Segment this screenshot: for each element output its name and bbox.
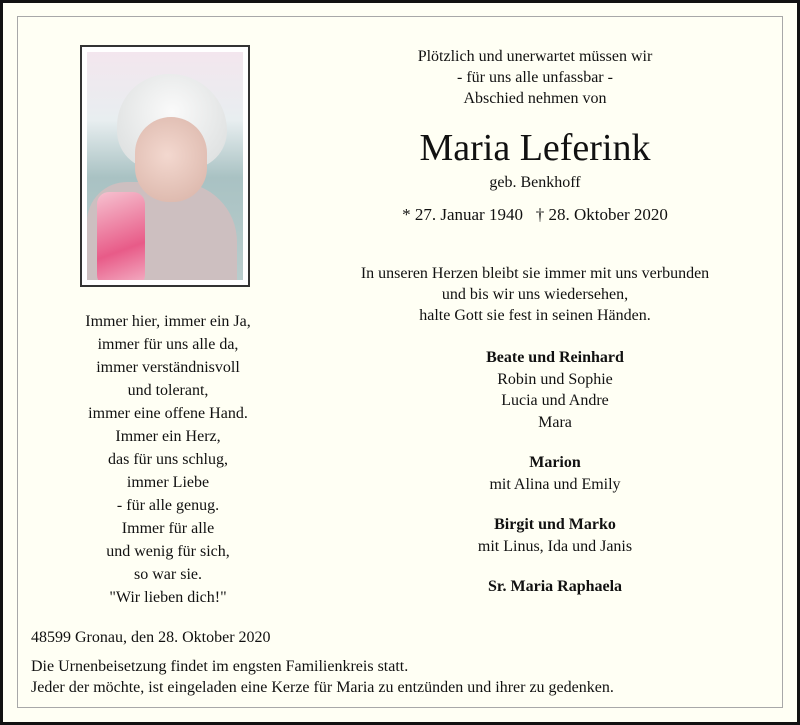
footer-line: Jeder der möchte, ist eingeladen eine Kerze für Maria zu entzünden und ihrer zu gedenken.: [31, 679, 614, 696]
portrait-photo: [80, 45, 250, 287]
family-group: Birgit und Marko mit Linus, Ida und Janis: [477, 516, 633, 555]
family-group: Beate und Reinhard Robin und Sophie Lucia und Andre Mara: [486, 349, 624, 431]
poem: Immer hier, immer ein Ja, immer für uns alle da, immer verständnisvoll und tolerant, immer eine offene Hand. Immer ein Herz, das für uns schlug, immer Liebe - für alle genug. Immer für alle und wenig für sich, so war sie. "Wir lieben dich!": [85, 313, 251, 606]
footer-line: Die Urnenbeisetzung findet im engsten Familienkreis statt.: [31, 658, 409, 675]
footer: [31, 627, 614, 698]
portrait-image: [87, 52, 243, 280]
intro-text: Plötzlich und unerwartet müssen wir - für uns alle unfassbar - Abschied nehmen von: [417, 48, 653, 107]
family-group: Sr. Maria Raphaela: [487, 578, 623, 595]
life-dates: [360, 205, 710, 225]
birth-name: geb. Benkhoff: [489, 174, 581, 191]
family-group: Marion mit Alina und Emily: [489, 454, 621, 493]
birth-date: * 27. Januar 1940: [402, 205, 523, 224]
death-date: † 28. Oktober 2020: [535, 205, 668, 224]
verse: In unseren Herzen bleibt sie immer mit uns verbunden und bis wir uns wiedersehen, halte Gott sie fest in seinen Händen.: [360, 265, 710, 324]
deceased-name: Maria Leferink: [419, 127, 651, 169]
place-date: 48599 Gronau, den 28. Oktober 2020: [31, 629, 271, 646]
family-list: [380, 347, 730, 617]
